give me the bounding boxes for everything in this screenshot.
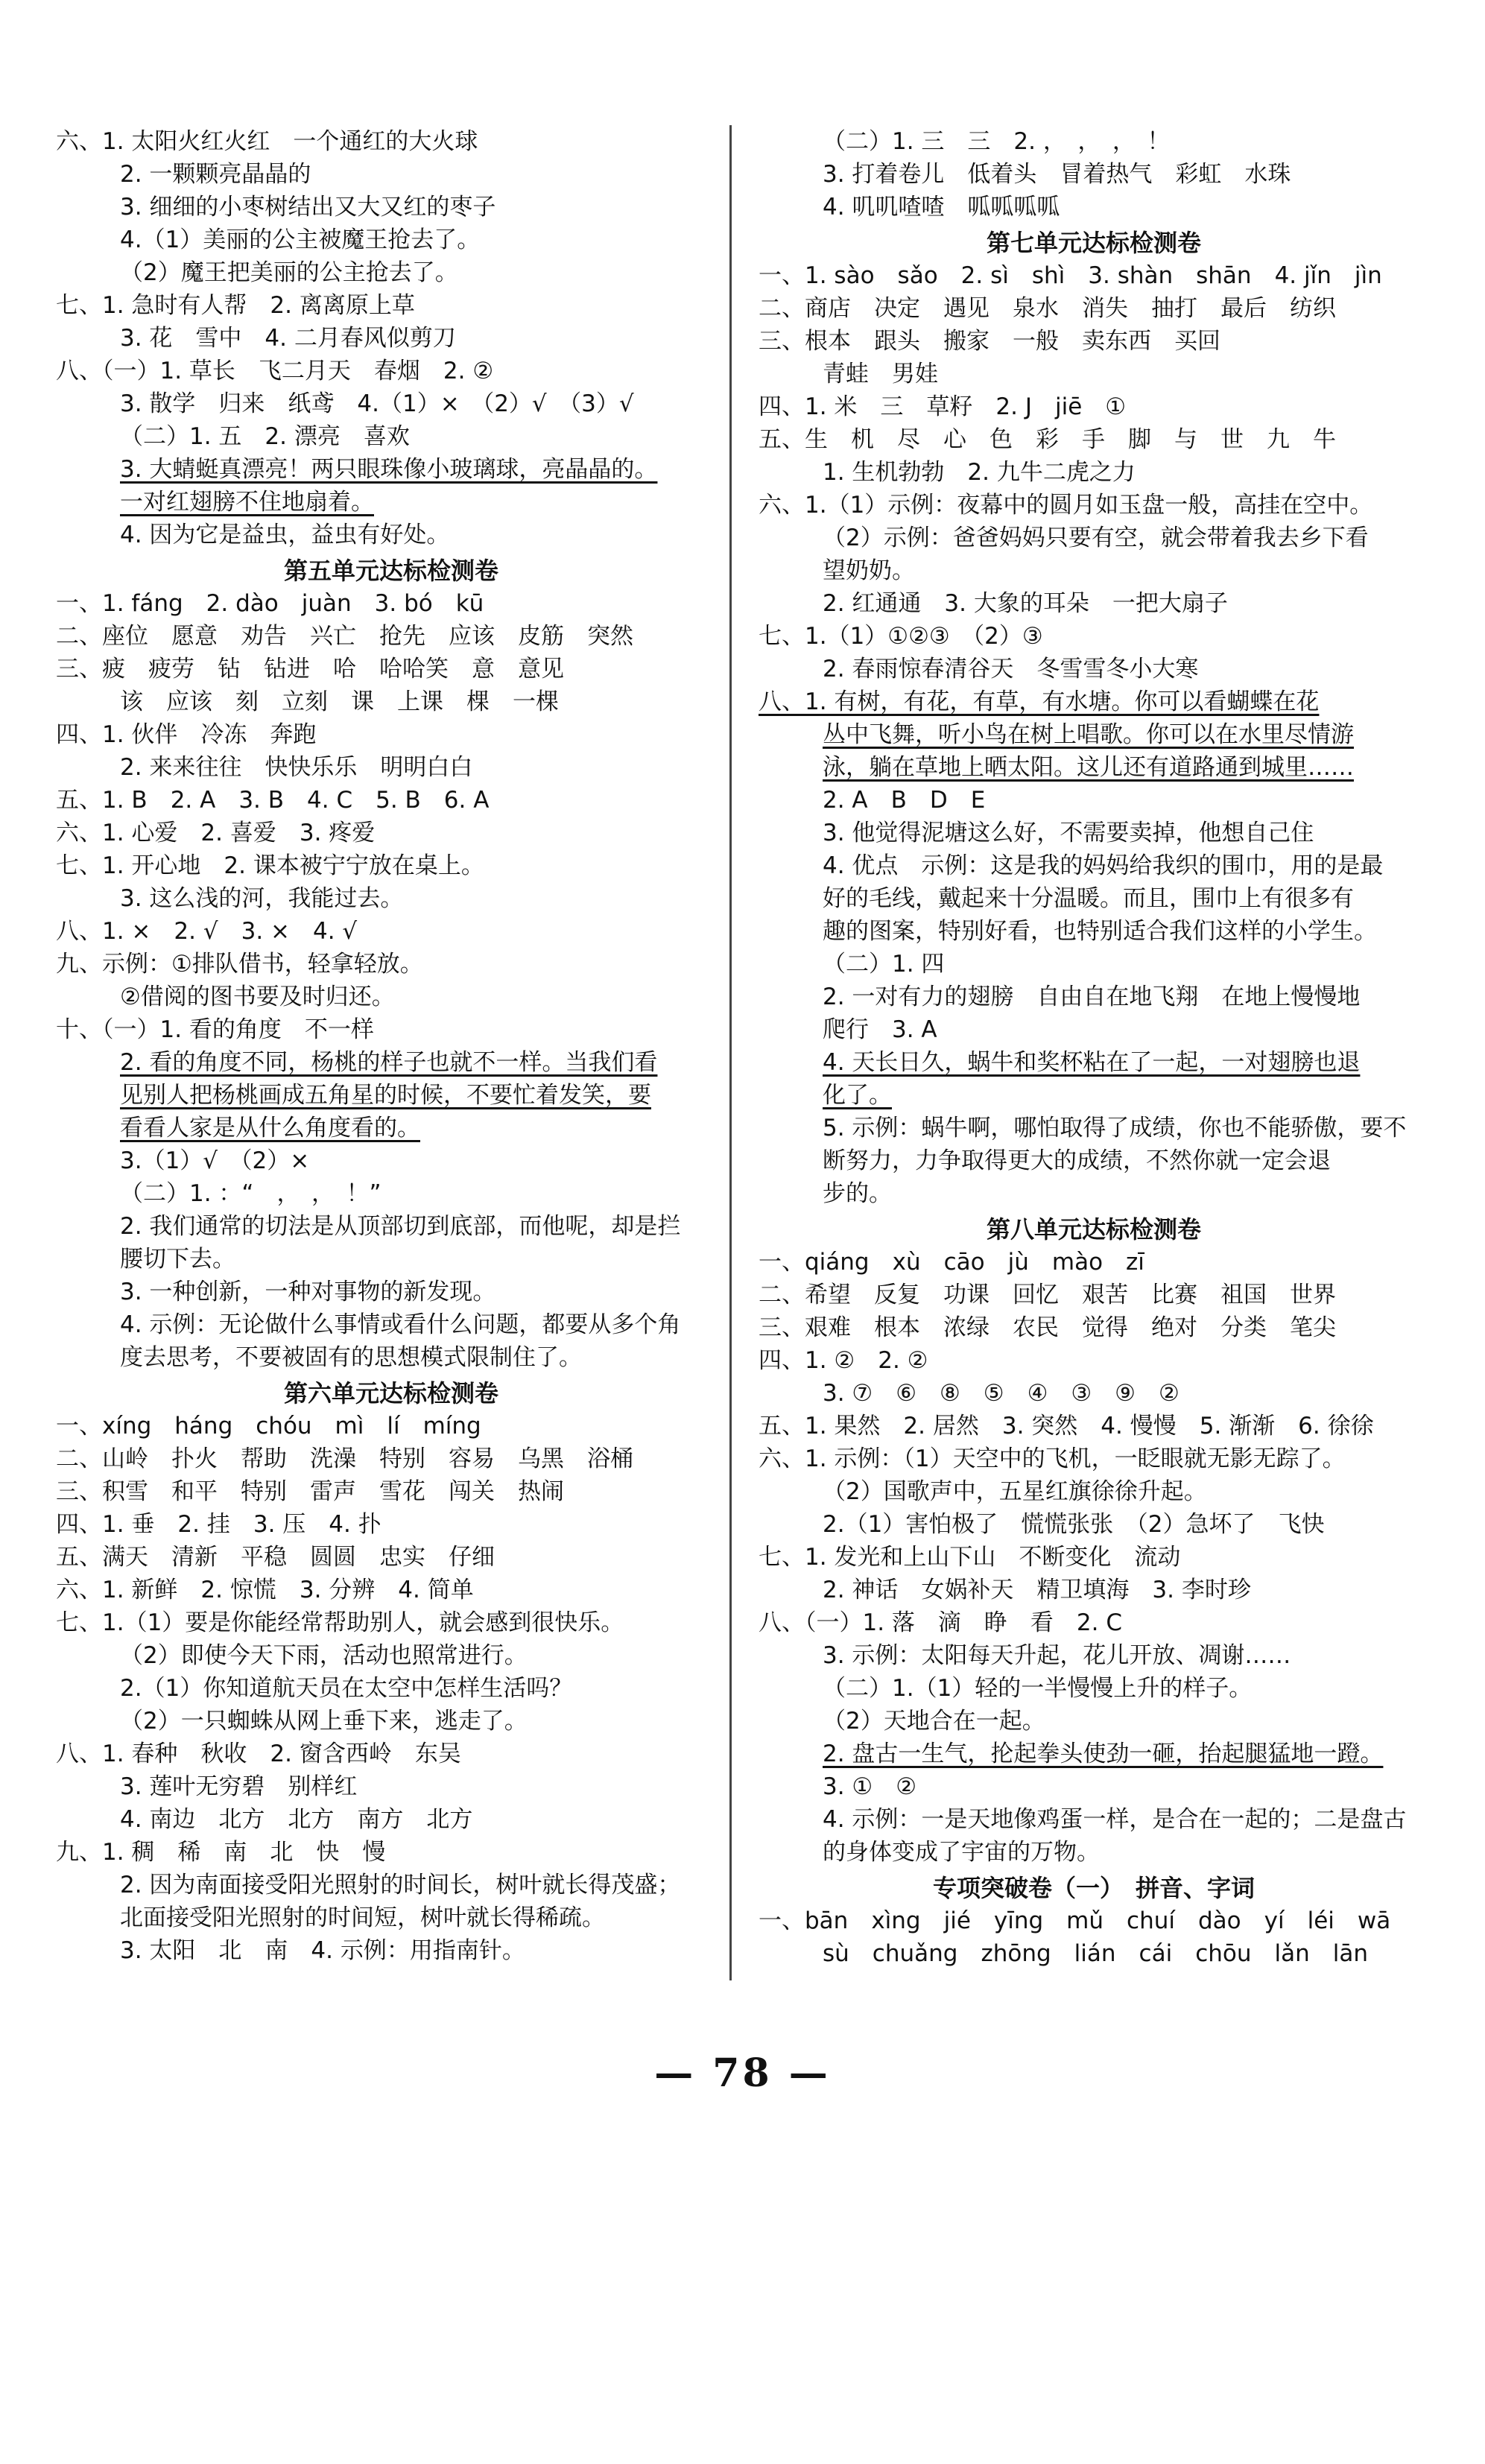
answer-line-underlined: 泳，躺在草地上晒太阳。这儿还有道路通到城里…… (823, 754, 1354, 781)
answer-line-underlined: 八、1. 有树，有花，有草，有水塘。你可以看蝴蝶在花 (759, 688, 1320, 715)
answer-line: 5. 示例：蜗牛啊，哪怕取得了成绩，你也不能骄傲，要不 (823, 1115, 1407, 1141)
answer-line: 2. 红通通 3. 大象的耳朵 一把大扇子 (823, 590, 1228, 617)
answer-line: 一、bān xìng jié yīng mǔ chuí dào yí léi wā (759, 1907, 1391, 1934)
answer-line: 六、1. 心爱 2. 喜爱 3. 疼爱 (56, 820, 376, 846)
answer-line: 四、1. 伙伴 冷冻 奔跑 (56, 721, 317, 748)
answer-line: 望奶奶。 (823, 557, 915, 584)
answer-line-underlined: 4. 天长日久，蜗牛和奖杯粘在了一起，一对翅膀也退 (823, 1049, 1361, 1076)
page-number: — 78 — (654, 2050, 831, 2096)
section-title: 第八单元达标检测卷 (986, 1215, 1201, 1244)
answer-line: 一、qiáng xù cāo jù mào zī (759, 1249, 1144, 1276)
answer-line: 五、1. B 2. A 3. B 4. C 5. B 6. A (56, 787, 490, 814)
answer-line: 3.（1）√ （2）× (120, 1147, 310, 1174)
answer-line: 3. 散学 归来 纸鸢 4.（1）× （2）√ （3）√ (120, 390, 634, 417)
answer-line: 2. 神话 女娲补天 精卫填海 3. 李时珍 (823, 1577, 1251, 1603)
answer-line: 好的毛线，戴起来十分温暖。而且，围巾上有很多有 (823, 885, 1354, 912)
answer-line: 四、1. 垂 2. 挂 3. 压 4. 扑 (56, 1511, 381, 1538)
answer-line: 四、1. 米 三 草籽 2. J jiē ① (759, 393, 1127, 420)
answer-line: 的身体变成了宇宙的万物。 (823, 1839, 1100, 1866)
answer-line: （2）即使今天下雨，活动也照常进行。 (120, 1642, 528, 1669)
answer-line: 度去思考，不要被固有的思想模式限制住了。 (120, 1344, 582, 1371)
answer-line: 五、1. 果然 2. 居然 3. 突然 4. 慢慢 5. 渐渐 6. 徐徐 (759, 1413, 1374, 1440)
answer-line: 三、积雪 和平 特别 雷声 雪花 闯关 热闹 (56, 1478, 564, 1505)
answer-line: 六、1. 新鲜 2. 惊慌 3. 分辨 4. 简单 (56, 1577, 474, 1603)
answer-line: 五、满天 清新 平稳 圆圆 忠实 仔细 (56, 1544, 495, 1571)
answer-line: 4. 优点 示例：这是我的妈妈给我织的围巾，用的是最 (823, 852, 1384, 879)
answer-line: 3. 一种创新，一种对事物的新发现。 (120, 1279, 496, 1305)
answer-line: 一、1. fáng 2. dào juàn 3. bó kū (56, 590, 484, 617)
answer-line: 4. 示例：无论做什么事情或看什么问题，都要从多个角 (120, 1311, 681, 1338)
answer-line: 北面接受阳光照射的时间短，树叶就长得稀疏。 (120, 1904, 605, 1931)
answer-line: 八、（一）1. 草长 飞二月天 春烟 2. ② (56, 358, 494, 384)
answer-line: 七、1. 开心地 2. 课本被宁宁放在桌上。 (56, 852, 484, 879)
answer-line: 腰切下去。 (120, 1246, 235, 1273)
answer-line: 三、疲 疲劳 钻 钻进 哈 哈哈笑 意 意见 (56, 656, 564, 682)
answer-line: （二）1.（1）轻的一半慢慢上升的样子。 (823, 1675, 1253, 1702)
answer-line: 2. 我们通常的切法是从顶部切到底部，而他呢，却是拦 (120, 1213, 681, 1240)
answer-line: 断努力，力争取得更大的成绩，不然你就一定会退 (823, 1147, 1331, 1174)
answer-line-underlined: 3. 大蜻蜓真漂亮！两只眼珠像小玻璃球，亮晶晶的。 (120, 456, 658, 483)
answer-line: 六、1. 太阳火红火红 一个通红的大火球 (56, 128, 478, 155)
answer-line-underlined: 看看人家是从什么角度看的。 (120, 1115, 420, 1141)
answer-line: （二）1. ：“ ， ， ！” (120, 1180, 381, 1207)
left-column (56, 125, 726, 1967)
answer-line-underlined: 一对红翅膀不住地扇着。 (120, 489, 374, 516)
answer-line-underlined: 见别人把杨桃画成五角星的时候，不要忙着发笑，要 (120, 1082, 651, 1109)
answer-line: 2. 来来往往 快快乐乐 明明白白 (120, 754, 473, 781)
answer-line: （2）示例：爸爸妈妈只要有空，就会带着我去乡下看 (823, 525, 1369, 551)
answer-line: 2.（1）害怕极了 慌慌张张 （2）急坏了 飞快 (823, 1511, 1325, 1538)
answer-line: 3. 打着卷儿 低着头 冒着热气 彩虹 水珠 (823, 161, 1291, 188)
answer-line: 该 应该 刻 立刻 课 上课 棵 一棵 (120, 688, 559, 715)
answer-line-underlined: 2. 盘古一生气，抡起拳头使劲一砸，抬起腿猛地一蹬。 (823, 1741, 1384, 1767)
answer-line: （2）国歌声中，五星红旗徐徐升起。 (823, 1478, 1207, 1505)
answer-line: （2）一只蜘蛛从网上垂下来，逃走了。 (120, 1708, 528, 1735)
right-column (759, 125, 1429, 1970)
answer-line: ②借阅的图书要及时归还。 (120, 984, 395, 1010)
column-divider (729, 125, 732, 1980)
answer-line: 4.（1）美丽的公主被魔王抢去了。 (120, 227, 481, 253)
answer-line: 2. 春雨惊春清谷天 冬雪雪冬小大寒 (823, 656, 1199, 682)
answer-line: 六、1. 示例：（1）天空中的飞机，一眨眼就无影无踪了。 (759, 1445, 1346, 1472)
answer-line: （二）1. 五 2. 漂亮 喜欢 (120, 423, 410, 450)
answer-line: 3. 这么浅的河，我能过去。 (120, 885, 404, 912)
answer-line: 3. 他觉得泥塘这么好，不需要卖掉，他想自己住 (823, 820, 1314, 846)
answer-line: 2. 因为南面接受阳光照射的时间长，树叶就长得茂盛； (120, 1872, 681, 1898)
answer-line: 七、1.（1）要是你能经常帮助别人，就会感到很快乐。 (56, 1609, 624, 1636)
answer-line: 3. 太阳 北 南 4. 示例：用指南针。 (120, 1937, 525, 1964)
answer-line: 3. 花 雪中 4. 二月春风似剪刀 (120, 325, 456, 352)
answer-line: 3. 细细的小枣树结出又大又红的枣子 (120, 194, 496, 221)
answer-line: 八、1. 春种 秋收 2. 窗含西岭 东吴 (56, 1741, 461, 1767)
answer-line: 一、xíng háng chóu mì lí míng (56, 1413, 481, 1440)
answer-line: 青蛙 男娃 (823, 361, 938, 387)
answer-line: 趣的图案，特别好看，也特别适合我们这样的小学生。 (823, 918, 1377, 945)
answer-line-underlined: 丛中飞舞，听小鸟在树上唱歌。你可以在水里尽情游 (823, 721, 1354, 748)
section-title: 专项突破卷（一） 拼音、字词 (932, 1874, 1255, 1902)
answer-line: 4. 南边 北方 北方 南方 北方 (120, 1806, 473, 1833)
section-title: 第六单元达标检测卷 (283, 1379, 498, 1407)
answer-line: 三、艰难 根本 浓绿 农民 觉得 绝对 分类 笔尖 (759, 1314, 1336, 1341)
answer-line: （2）魔王把美丽的公主抢去了。 (120, 259, 458, 286)
answer-line: 七、1. 急时有人帮 2. 离离原上草 (56, 292, 415, 319)
answer-line: 二、山岭 扑火 帮助 洗澡 特别 容易 乌黑 浴桶 (56, 1445, 633, 1472)
answer-line: 3. 示例：太阳每天升起，花儿开放、凋谢…… (823, 1642, 1291, 1669)
answer-line: 4. 示例：一是天地像鸡蛋一样，是合在一起的；二是盘古 (823, 1806, 1407, 1833)
answer-line: （二）1. 四 (823, 951, 945, 978)
answer-line: 七、1. 发光和上山下山 不断变化 流动 (759, 1544, 1181, 1571)
answer-line: 九、示例：①排队借书，轻拿轻放。 (56, 951, 423, 978)
answer-line: 2. 一对有力的翅膀 自由自在地飞翔 在地上慢慢地 (823, 984, 1361, 1010)
answer-line: 1. 生机勃勃 2. 九牛二虎之力 (823, 459, 1136, 486)
section-title: 第七单元达标检测卷 (986, 229, 1201, 257)
answer-line: 爬行 3. A (823, 1016, 937, 1043)
answer-line: 4. 叽叽喳喳 呱呱呱呱 (823, 194, 1060, 221)
answer-line: 步的。 (823, 1180, 892, 1207)
answer-line: 七、1.（1）①②③ （2）③ (759, 623, 1043, 650)
answer-line: 八、1. × 2. √ 3. × 4. √ (56, 918, 358, 945)
answer-line: 3. ⑦ ⑥ ⑧ ⑤ ④ ③ ⑨ ② (823, 1380, 1180, 1407)
answer-line: （2）天地合在一起。 (823, 1708, 1045, 1735)
answer-line: 四、1. ② 2. ② (759, 1347, 928, 1374)
answer-line: sù chuǎng zhōng lián cái chōu lǎn lān (823, 1940, 1369, 1967)
answer-line: 二、座位 愿意 劝告 兴亡 抢先 应该 皮筋 突然 (56, 623, 633, 650)
answer-line: 六、1.（1）示例：夜幕中的圆月如玉盘一般，高挂在空中。 (759, 492, 1373, 519)
answer-line-underlined: 2. 看的角度不同，杨桃的样子也就不一样。当我们看 (120, 1049, 658, 1076)
answer-line: （二）1. 三 三 2. ， ， ， ！ (823, 128, 1171, 155)
answer-line: 二、希望 反复 功课 回忆 艰苦 比赛 祖国 世界 (759, 1282, 1336, 1308)
answer-line: 九、1. 稠 稀 南 北 快 慢 (56, 1839, 386, 1866)
answer-line: 十、（一）1. 看的角度 不一样 (56, 1016, 374, 1043)
answer-line: 3. ① ② (823, 1773, 917, 1800)
answer-line-underlined: 化了。 (823, 1082, 892, 1109)
answer-line: 二、商店 决定 遇见 泉水 消失 抽打 最后 纺织 (759, 295, 1336, 322)
answer-line: 2. 一颗颗亮晶晶的 (120, 161, 311, 188)
answer-line: 八、（一）1. 落 滴 睁 看 2. C (759, 1609, 1123, 1636)
answer-line: 三、根本 跟头 搬家 一般 卖东西 买回 (759, 328, 1220, 355)
answer-line: 4. 因为它是益虫，益虫有好处。 (120, 522, 450, 548)
answer-line: 3. 莲叶无穷碧 别样红 (120, 1773, 358, 1800)
answer-line: 2.（1）你知道航天员在太空中怎样生活吗？ (120, 1675, 573, 1702)
answer-line: 2. A B D E (823, 787, 986, 814)
answer-line: 一、1. sào sǎo 2. sì shì 3. shàn shān 4. jǐn jìn (759, 262, 1382, 289)
answer-line: 五、生 机 尽 心 色 彩 手 脚 与 世 九 牛 (759, 426, 1336, 453)
section-title: 第五单元达标检测卷 (283, 557, 498, 585)
